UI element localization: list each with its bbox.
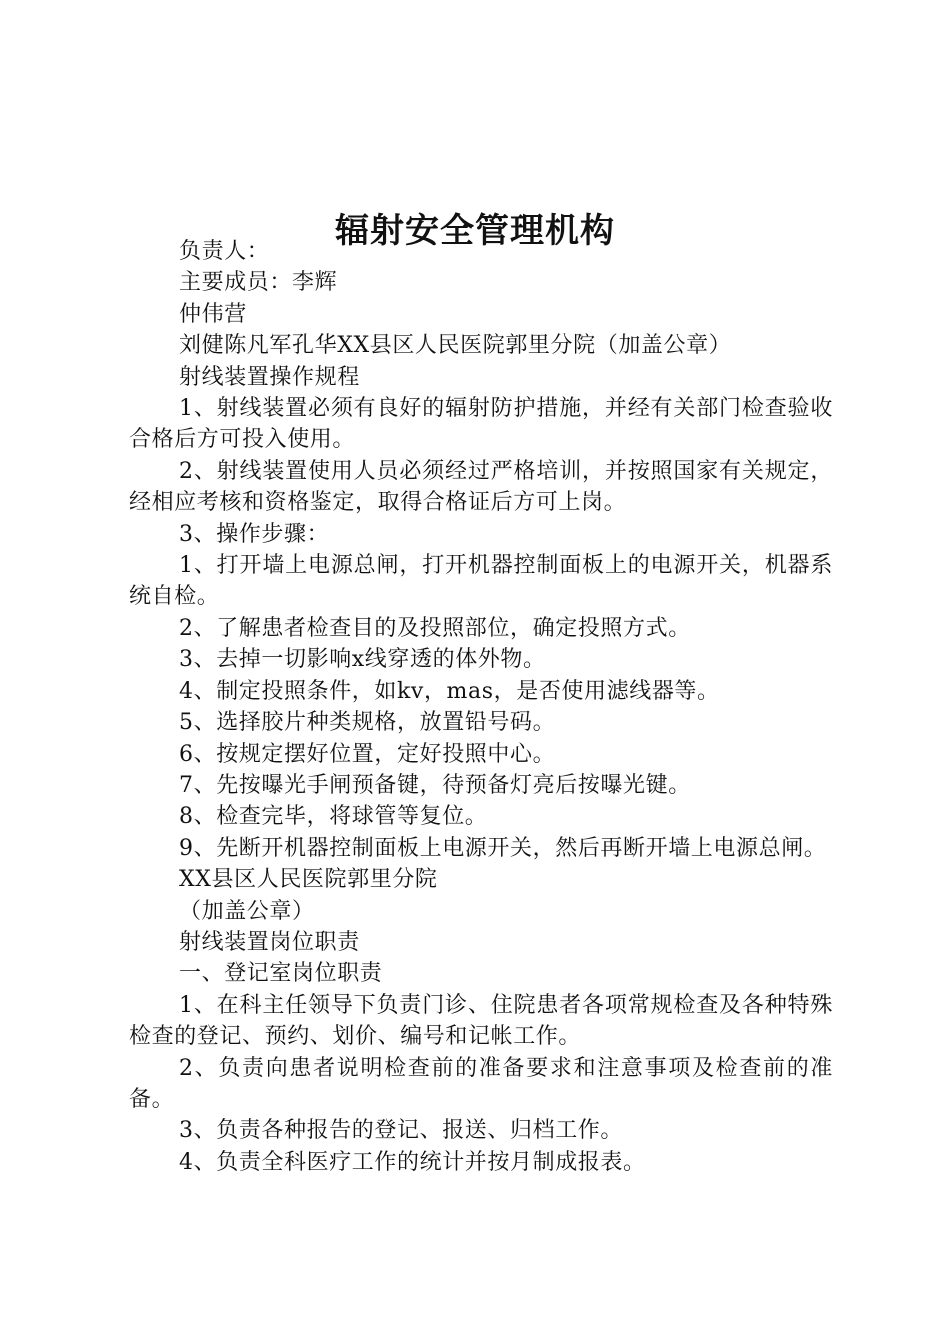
step-item: 6、按规定摆好位置，定好投照中心。 — [179, 741, 556, 767]
document-body — [129, 236, 833, 1178]
paragraph: 1、射线装置必须有良好的辐射防护措施，并经有关部门检查验收合格后方可投入使用。 — [129, 396, 833, 453]
section-heading: 射线装置岗位职责 — [179, 929, 360, 955]
step-item: 2、了解患者检查目的及投照部位，确定投照方式。 — [179, 615, 691, 641]
paragraph: 负责人： — [179, 239, 270, 264]
step-item: 8、检查完毕，将球管等复位。 — [179, 804, 488, 830]
document-title: 辐射安全管理机构 — [335, 210, 615, 251]
duty-item: 3、负责各种报告的登记、报送、归档工作。 — [179, 1118, 623, 1144]
section-heading: 射线装置操作规程 — [179, 364, 360, 390]
seal-note: （加盖公章） — [179, 898, 315, 924]
step-item: 3、去掉一切影响x线穿透的体外物。 — [179, 647, 546, 673]
paragraph: 2、射线装置使用人员必须经过严格培训，并按照国家有关规定，经相应考核和资格鉴定，取得合格证后方可上岗。 — [129, 458, 833, 516]
paragraph: 主要成员：李辉 — [179, 270, 338, 296]
duty-item: 1、在科主任领导下负责门诊、住院患者各项常规检查及各种特殊检查的登记、预约、划价、编号和记帐工作。 — [129, 992, 833, 1050]
step-item: 1、打开墙上电源总闸，打开机器控制面板上的电源开关，机器系统自检。 — [129, 553, 833, 610]
duty-item: 4、负责全科医疗工作的统计并按月制成报表。 — [179, 1149, 646, 1175]
paragraph: 仲伟营 — [179, 301, 247, 327]
signature-org: XX县区人民医院郭里分院 — [179, 867, 438, 893]
step-item: 9、先断开机器控制面板上电源开关，然后再断开墙上电源总闸。 — [179, 835, 827, 861]
duty-item: 2、负责向患者说明检查前的准备要求和注意事项及检查前的准备。 — [129, 1055, 833, 1112]
step-item: 7、先按曝光手闸预备键，待预备灯亮后按曝光键。 — [179, 772, 691, 798]
subsection-heading: 一、登记室岗位职责 — [179, 961, 383, 987]
step-item: 5、选择胶片种类规格，放置铅号码。 — [179, 710, 556, 736]
paragraph: 刘健陈凡军孔华XX县区人民医院郭里分院（加盖公章） — [179, 333, 732, 359]
paragraph: 3、操作步骤： — [179, 521, 330, 547]
step-item: 4、制定投照条件，如kv，mas，是否使用滤线器等。 — [179, 678, 720, 704]
